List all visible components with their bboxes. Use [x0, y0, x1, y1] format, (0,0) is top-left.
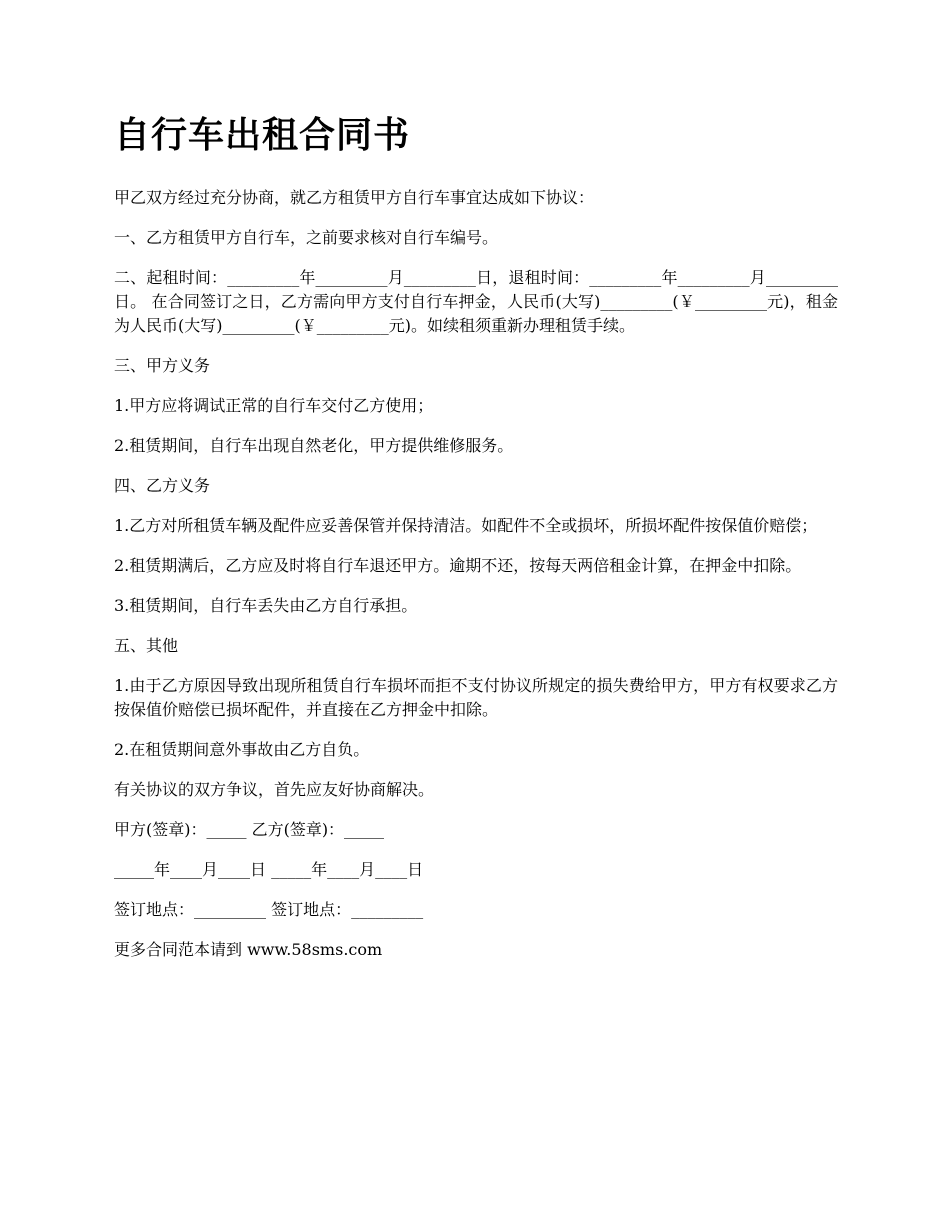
section-heading-other: 五、其他 — [114, 636, 179, 655]
other-clause-2: 2.在租赁期间意外事故由乙方自负。 — [114, 740, 370, 759]
section-heading-party-a-duties: 三、甲方义务 — [114, 356, 211, 375]
dispute-clause: 有关协议的双方争议，首先应友好协商解决。 — [114, 780, 435, 799]
date-line: _____年____月____日 _____年____月____日 — [114, 860, 424, 879]
section-heading-party-b-duties: 四、乙方义务 — [114, 476, 211, 495]
other-clause-1: 1.由于乙方原因导致出现所租赁自行车损坏而拒不支付协议所规定的损失费给甲方，甲方有权要求乙方按保值价赔偿已损坏配件，并直接在乙方押金中扣除。 — [114, 676, 838, 719]
footer-link-text: 更多合同范本请到 www.58sms.com — [114, 940, 383, 959]
document-title: 自行车出租合同书 — [114, 115, 411, 156]
intro-paragraph: 甲乙双方经过充分协商，就乙方租赁甲方自行车事宜达成如下协议： — [114, 188, 595, 207]
signing-location-line: 签订地点：_________ 签订地点：_________ — [114, 900, 424, 919]
party-a-duty-1: 1.甲方应将调试正常的自行车交付乙方使用； — [114, 396, 434, 415]
signature-line: 甲方(签章)：_____ 乙方(签章)：_____ — [114, 820, 385, 839]
party-b-duty-2: 2.租赁期满后，乙方应及时将自行车退还甲方。逾期不还，按每天两倍租金计算，在押金中扣除。 — [114, 556, 802, 575]
party-a-duty-2: 2.租赁期间，自行车出现自然老化，甲方提供维修服务。 — [114, 436, 514, 455]
clause-2-rental-period: 二、起租时间：_________年_________月_________日，退租时间：_________年_________月_________日。 在合同签订之日，乙方需向甲方支付自行车押金，人民币(大写)_________(￥_________元)，租金为人民币(大写)_________(￥_________元)。如续租须重新办理租赁手续。 — [114, 268, 838, 335]
party-b-duty-1: 1.乙方对所租赁车辆及配件应妥善保管并保持清洁。如配件不全或损坏，所损坏配件按保值价赔偿； — [114, 516, 818, 535]
clause-1: 一、乙方租赁甲方自行车，之前要求核对自行车编号。 — [114, 228, 499, 247]
party-b-duty-3: 3.租赁期间，自行车丢失由乙方自行承担。 — [114, 596, 418, 615]
